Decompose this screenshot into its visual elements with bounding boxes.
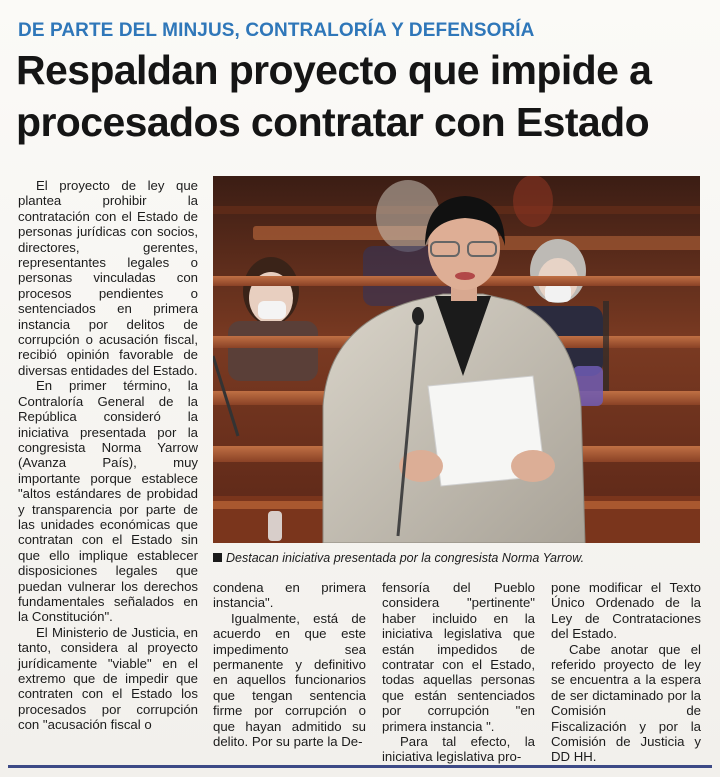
article-photo <box>213 176 700 543</box>
photo-caption-text: Destacan iniciativa presentada por la congresista Norma Yarrow. <box>226 551 585 565</box>
photo-caption <box>213 551 700 565</box>
paragraph: condena en primera instancia". <box>213 580 366 611</box>
paragraph: fensoría del Pueblo considera "pertinente" haber incluido en la iniciativa legislativa que están impedidos de contratar con el Estado, todas aquellas personas que están sentenciados por corrupción "en primera instancia ". <box>382 580 535 734</box>
paragraph: Cabe anotar que el referido proyecto de ley se encuentra a la espera de ser dictaminado por la Comisión de Fiscalización y por la Comisión de Justicia y DD HH. <box>551 641 701 765</box>
bottom-rule <box>8 765 712 768</box>
caption-square-icon <box>213 553 222 562</box>
headline-line-1: Respaldan proyecto que impide a <box>16 47 652 93</box>
paragraph: En primer término, la Contraloría General de la República consideró la iniciativa presentada por la congresista Norma Yarrow (Avanza País), muy importante porque establece "altos estándares de probidad y transparencia por parte de las unidades económicas que contratan con el Estado sin que ello implique establecer disposiciones legales que puedan vulnerar los derechos fundamentales señalados en la Constitución". <box>18 378 198 625</box>
paragraph: El Ministerio de Justicia, en tanto, considera al proyecto jurídicamente "viable" en el extremo que de impedir que contraten con el Estado los procesados por corrupción con "acusación fiscal o <box>18 624 198 733</box>
body-column-2 <box>213 580 366 749</box>
article-headline <box>16 44 706 148</box>
body-column-1 <box>18 178 198 733</box>
paragraph: pone modificar el Texto Único Ordenado de la Ley de Contrataciones del Estado. <box>551 580 701 642</box>
headline-line-2: procesados contratar con Estado <box>16 99 650 145</box>
body-column-3 <box>382 580 535 765</box>
paragraph: Para tal efecto, la iniciativa legislativa pro- <box>382 734 535 765</box>
paragraph: Igualmente, está de acuerdo en que este impedimento sea permanente y definitivo en aquellos funcionarios que tengan sentencia firme por corrupción o que hayan admitido su delito. Por su parte la De- <box>213 610 366 750</box>
paragraph: El proyecto de ley que plantea prohibir la contratación con el Estado de personas jurídicas con socios, directores, gerentes, representantes legales o personas vinculadas con procesos pendientes o sentenciados en primera instancia por delitos de corrupción o acusación fiscal, recibió opinión favorable de diversas entidades del Estado. <box>18 178 198 378</box>
article-kicker: DE PARTE DEL MINJUS, CONTRALORÍA Y DEFENSORÍA <box>18 20 535 41</box>
body-column-4 <box>551 580 701 765</box>
congress-speaker-photo <box>213 176 700 543</box>
